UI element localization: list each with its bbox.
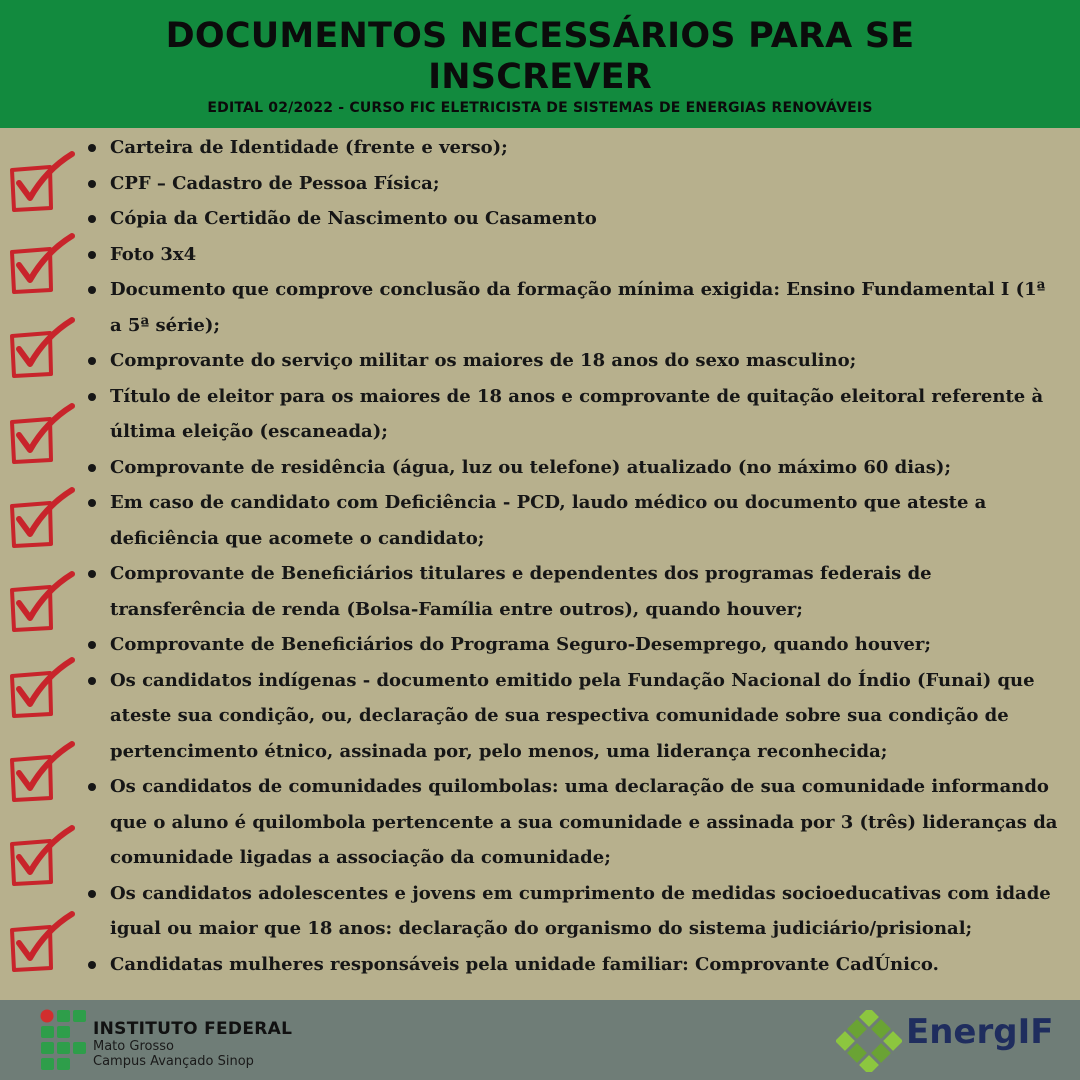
footer-bar — [0, 1000, 1080, 1080]
list-item: Os candidatos adolescentes e jovens em cumprimento de medidas socioeducativas com idade — [86, 876, 1070, 912]
list-item-continuation: pertencimento étnico, assinada por, pelo menos, uma liderança reconhecida; — [110, 740, 888, 762]
red-checkbox-icon — [6, 824, 76, 888]
if-logo-icon — [40, 1009, 90, 1071]
red-checkbox-icon — [6, 402, 76, 466]
list-item: Cópia da Certidão de Nascimento ou Casamento — [86, 201, 1070, 237]
energif-logo-icon — [836, 1010, 902, 1072]
documents-list — [86, 130, 1070, 982]
page-subtitle: EDITAL 02/2022 - CURSO FIC ELETRICISTA DE SISTEMAS DE ENERGIAS RENOVÁVEIS — [207, 100, 873, 116]
title-line-2: INSCREVER — [428, 57, 652, 97]
list-item-continuation: que o aluno é quilombola pertencente a sua comunidade e assinada por 3 (três) lideranças da — [110, 811, 1058, 833]
red-checkbox-icon — [6, 910, 76, 974]
red-checkbox-icon — [6, 570, 76, 634]
institute-state: Mato Grosso — [93, 1039, 174, 1054]
list-item: Candidatas mulheres responsáveis pela unidade familiar: Comprovante CadÚnico. — [86, 947, 1070, 983]
list-item: Comprovante de Beneficiários titulares e dependentes dos programas federais de — [86, 556, 1070, 592]
red-checkbox-icon — [6, 486, 76, 550]
list-item-continuation: igual ou maior que 18 anos: declaração do organismo do sistema judiciário/prisional; — [110, 918, 973, 939]
list-item-continuation: ateste sua condição, ou, declaração de sua respectiva comunidade sobre sua condição de — [110, 705, 1009, 726]
title-line-1: DOCUMENTOS NECESSÁRIOS PARA SE — [165, 16, 915, 56]
red-checkbox-icon — [6, 740, 76, 804]
red-checkbox-icon — [6, 656, 76, 720]
checkbox-column — [0, 130, 80, 1000]
list-item: Os candidatos de comunidades quilombolas: uma declaração de sua comunidade informando — [86, 769, 1070, 805]
list-item: Foto 3x4 — [86, 237, 1070, 273]
list-item: Título de eleitor para os maiores de 18 anos e comprovante de quitação eleitoral referente à — [86, 379, 1070, 415]
institute-campus: Campus Avançado Sinop — [93, 1054, 254, 1069]
list-item-continuation: a 5ª série); — [110, 314, 221, 336]
institute-text — [93, 1020, 292, 1069]
page-title — [0, 0, 1080, 98]
red-checkbox-icon — [6, 232, 76, 296]
list-item: Em caso de candidato com Deficiência - PCD, laudo médico ou documento que ateste a — [86, 485, 1070, 521]
list-item: Carteira de Identidade (frente e verso); — [86, 130, 1070, 166]
red-checkbox-icon — [6, 150, 76, 214]
list-item-continuation: deficiência que acomete o candidato; — [110, 527, 485, 549]
list-item-continuation: última eleição (escaneada); — [110, 421, 388, 442]
list-item: Comprovante de Beneficiários do Programa Seguro-Desemprego, quando houver; — [86, 627, 1070, 663]
list-item: CPF – Cadastro de Pessoa Física; — [86, 166, 1070, 202]
list-item: Documento que comprove conclusão da formação mínima exigida: Ensino Fundamental I (1ª — [86, 272, 1070, 308]
energif-logo-text: EnergIF — [906, 1012, 1054, 1052]
list-item-continuation: transferência de renda (Bolsa-Família entre outros), quando houver; — [110, 598, 803, 620]
list-item: Comprovante do serviço militar os maiores de 18 anos do sexo masculino; — [86, 343, 1070, 379]
list-item: Comprovante de residência (água, luz ou telefone) atualizado (no máximo 60 dias); — [86, 450, 1070, 486]
list-item-continuation: comunidade ligadas a associação da comunidade; — [110, 847, 611, 868]
institute-name: INSTITUTO FEDERAL — [93, 1019, 293, 1039]
list-item: Os candidatos indígenas - documento emitido pela Fundação Nacional do Índio (Funai) que — [86, 663, 1070, 699]
red-checkbox-icon — [6, 316, 76, 380]
header-banner — [0, 0, 1080, 128]
